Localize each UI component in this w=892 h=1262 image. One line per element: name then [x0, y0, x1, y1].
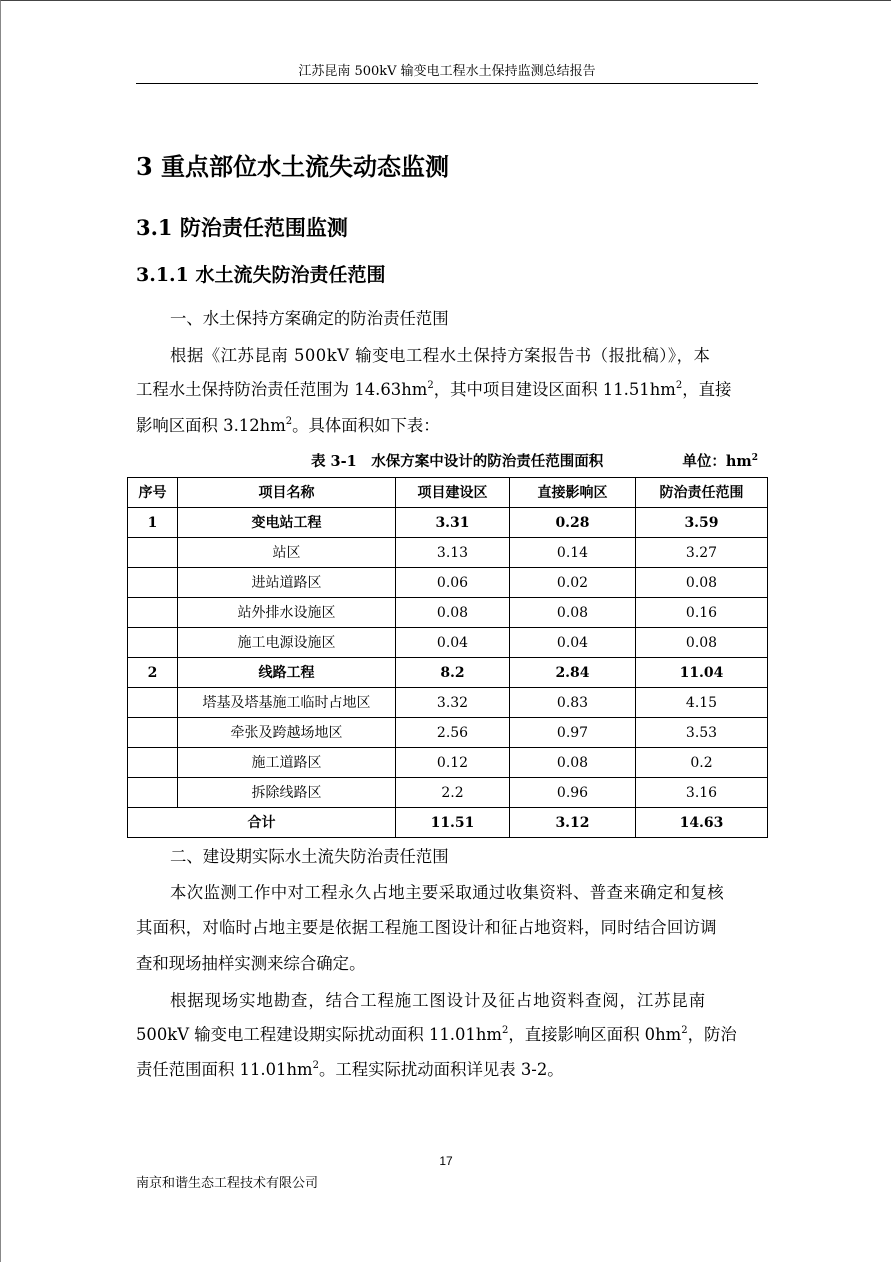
table-caption: [128, 451, 760, 473]
footer-company: 南京和谐生态工程技术有限公司: [136, 1176, 319, 1191]
table-cell: 4.15: [636, 688, 768, 718]
table-cell: 3.59: [636, 508, 768, 538]
chapter-heading: 3 重点部位水土流失动态监测: [136, 152, 450, 181]
table-cell: [128, 568, 178, 598]
table-cell: 0.08: [396, 598, 510, 628]
superscript: 2: [285, 415, 293, 427]
table-cell: 0.08: [636, 628, 768, 658]
table-cell: 0.16: [636, 598, 768, 628]
section2-paragraph2-line3: [136, 1054, 758, 1085]
section1-title: 一、水土保持方案确定的防治责任范围: [170, 309, 449, 328]
table-row: [128, 568, 768, 598]
table-cell: 3.13: [396, 538, 510, 568]
header-cell-construction-area: 项目建设区: [396, 478, 510, 508]
table-row: [128, 508, 768, 538]
table-cell: 3.32: [396, 688, 510, 718]
table-total-row: [128, 808, 768, 838]
table-cell: 3.31: [396, 508, 510, 538]
text-run: 影响区面积 3.12hm: [136, 416, 286, 435]
responsibility-area-table: [127, 477, 768, 838]
table-cell: [128, 598, 178, 628]
header-rule: [136, 83, 758, 84]
superscript: 2: [501, 1024, 509, 1036]
table-cell: 站区: [178, 538, 396, 568]
table-cell: 0.02: [510, 568, 636, 598]
table-cell: 1: [128, 508, 178, 538]
text-run: ，直接影响区面积 0hm: [508, 1025, 682, 1044]
table-cell: 0.83: [510, 688, 636, 718]
table-cell: 3.16: [636, 778, 768, 808]
table-row: [128, 598, 768, 628]
table-row: [128, 688, 768, 718]
header-cell-name: 项目名称: [178, 478, 396, 508]
table-cell: 0.2: [636, 748, 768, 778]
text-run: 。具体面积如下表：: [292, 416, 440, 435]
text-run: ，直接: [682, 380, 732, 399]
superscript: 2: [312, 1059, 319, 1071]
text-run: 工程水土保持防治责任范围为 14.63hm: [136, 380, 428, 399]
section2-paragraph1-line1: 本次监测工作中对工程永久占地主要采取通过收集资料、普查来确定和复核: [170, 883, 725, 902]
section1-paragraph-line3: [136, 410, 758, 441]
running-header: 江苏昆南 500kV 输变电工程水土保持监测总结报告: [298, 64, 596, 79]
table-cell: [128, 778, 178, 808]
table-cell: 0.08: [510, 598, 636, 628]
text-run: 500kV 输变电工程建设期实际扰动面积 11.01hm: [136, 1025, 502, 1044]
table-cell: 0.04: [510, 628, 636, 658]
table-row: [128, 658, 768, 688]
header-cell-direct-impact-area: 直接影响区: [510, 478, 636, 508]
section2-paragraph1-line2: 其面积，对临时占地主要是依据工程施工图设计和征占地资料，同时结合回访调: [136, 918, 717, 937]
table-cell: 3.53: [636, 718, 768, 748]
table-cell: 施工道路区: [178, 748, 396, 778]
table-caption-title: 表 3-1 水保方案中设计的防治责任范围面积: [311, 453, 604, 470]
table-cell: 0.04: [396, 628, 510, 658]
table-header-row: [128, 478, 768, 508]
table-cell: 2.84: [510, 658, 636, 688]
header-cell-index: 序号: [128, 478, 178, 508]
table-cell: 线路工程: [178, 658, 396, 688]
table-cell: 变电站工程: [178, 508, 396, 538]
table-cell: 11.04: [636, 658, 768, 688]
text-run: 单位：hm: [682, 453, 752, 470]
table-cell: 牵张及跨越场地区: [178, 718, 396, 748]
table-cell: [128, 748, 178, 778]
table-cell: [128, 628, 178, 658]
table-row: [128, 628, 768, 658]
table-cell: 0.12: [396, 748, 510, 778]
superscript: 2: [751, 453, 758, 464]
table-row: [128, 718, 768, 748]
text-run: 。工程实际扰动面积详见表 3-2。: [318, 1060, 564, 1079]
table-cell: 0.06: [396, 568, 510, 598]
subsection-heading: 3.1.1 水土流失防治责任范围: [136, 264, 386, 286]
table-cell: 进站道路区: [178, 568, 396, 598]
table-cell: 0.97: [510, 718, 636, 748]
table-cell-total-label: 合计: [128, 808, 396, 838]
table-cell: [128, 718, 178, 748]
table-cell: 11.51: [396, 808, 510, 838]
table-cell: 拆除线路区: [178, 778, 396, 808]
table-cell: 3.27: [636, 538, 768, 568]
section-heading: 3.1 防治责任范围监测: [136, 215, 348, 240]
table-cell: 0.28: [510, 508, 636, 538]
table-cell: 2.56: [396, 718, 510, 748]
table-row: [128, 538, 768, 568]
table-cell: 0.96: [510, 778, 636, 808]
superscript: 2: [427, 379, 434, 391]
superscript: 2: [681, 1024, 688, 1036]
table-cell: 0.08: [510, 748, 636, 778]
table-cell: 施工电源设施区: [178, 628, 396, 658]
superscript: 2: [675, 379, 683, 391]
header-cell-responsibility-area: 防治责任范围: [636, 478, 768, 508]
section2-paragraph2-line1: 根据现场实地勘查，结合工程施工图设计及征占地资料查阅，江苏昆南: [170, 991, 707, 1010]
table-unit-label: [682, 451, 758, 473]
table-cell: [128, 538, 178, 568]
table-cell: [128, 688, 178, 718]
section2-paragraph1-line3: 查和现场抽样实测来综合确定。: [136, 954, 366, 973]
table-cell: 2: [128, 658, 178, 688]
page-number: 17: [439, 1154, 453, 1168]
table-cell: 14.63: [636, 808, 768, 838]
table-cell: 塔基及塔基施工临时占地区: [178, 688, 396, 718]
table-row: [128, 778, 768, 808]
table-cell: 0.14: [510, 538, 636, 568]
section2-paragraph2-line2: [136, 1019, 758, 1050]
section1-paragraph-line1: 根据《江苏昆南 500kV 输变电工程水土保持方案报告书（报批稿）》，本: [170, 346, 711, 365]
table-cell: 站外排水设施区: [178, 598, 396, 628]
section2-title: 二、建设期实际水土流失防治责任范围: [170, 847, 449, 866]
table-cell: 3.12: [510, 808, 636, 838]
text-run: 责任范围面积 11.01hm: [136, 1060, 313, 1079]
table-cell: 2.2: [396, 778, 510, 808]
section1-paragraph-line2: [136, 374, 758, 405]
table-cell: 0.08: [636, 568, 768, 598]
table-cell: 8.2: [396, 658, 510, 688]
text-run: ，其中项目建设区面积 11.51hm: [433, 380, 676, 399]
text-run: ，防治: [687, 1025, 737, 1044]
table-row: [128, 748, 768, 778]
